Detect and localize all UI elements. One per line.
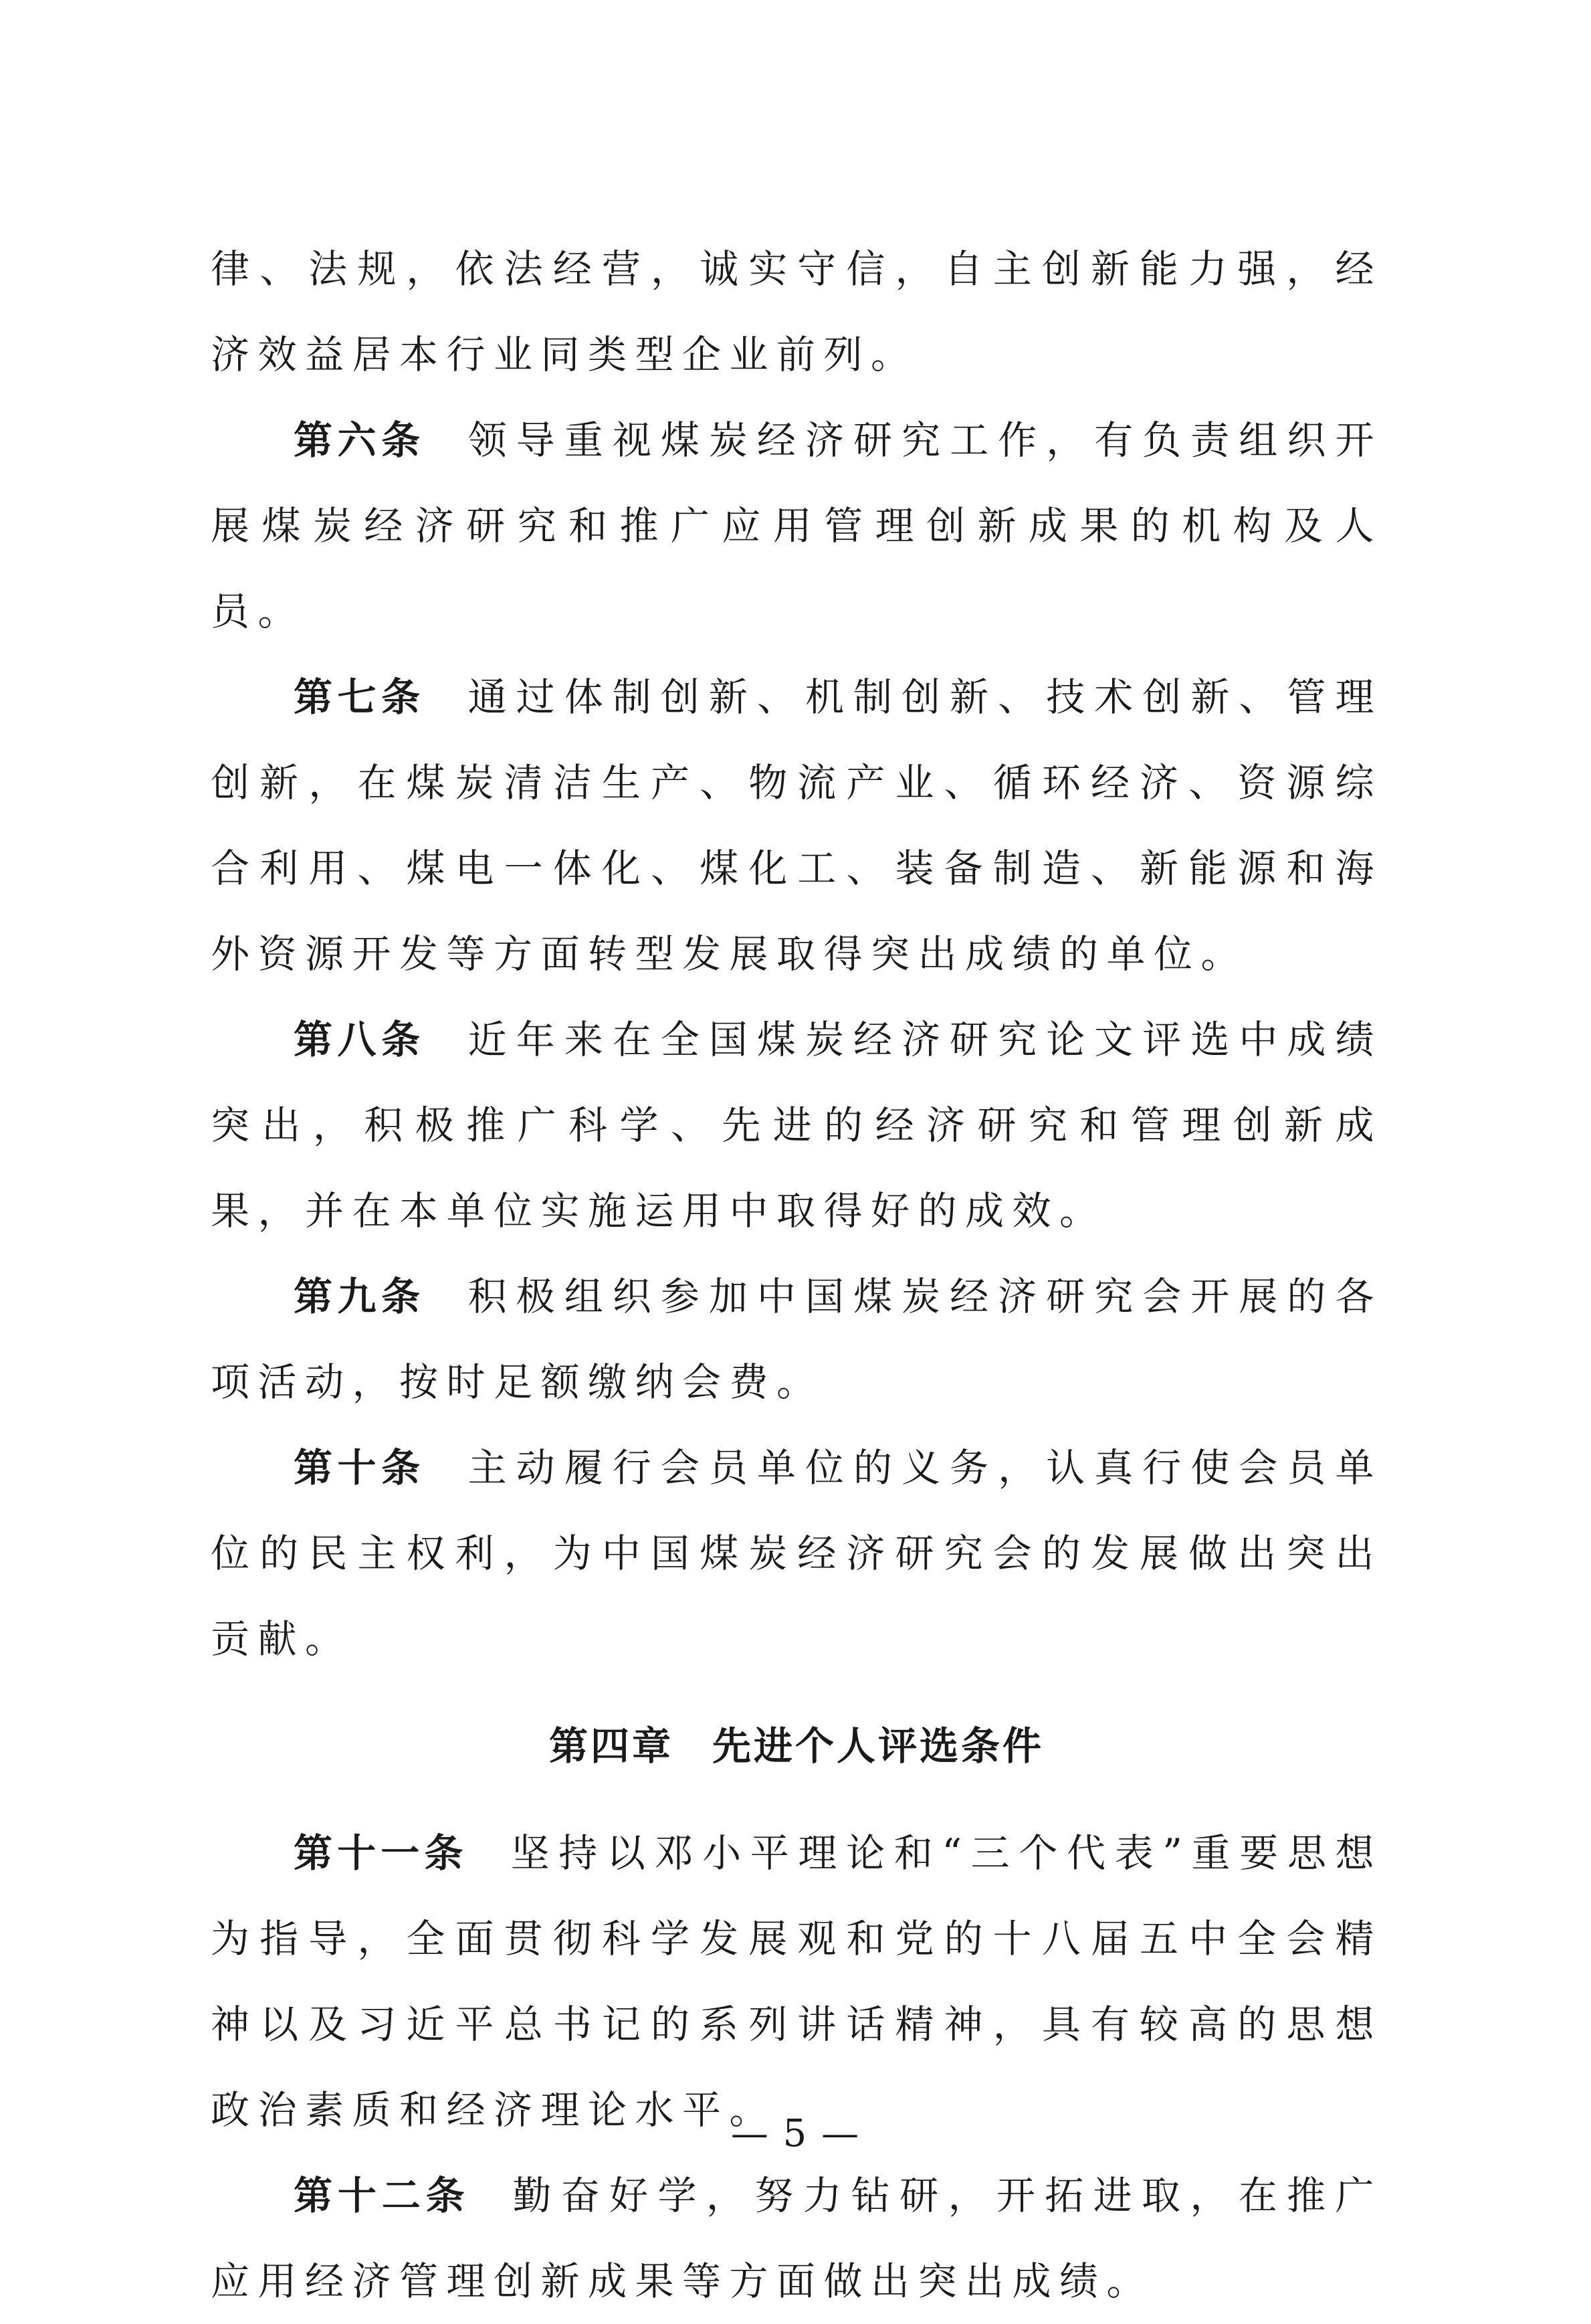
paragraph-text: 律、法规，依法经营，诚实守信，自主创新能力强，经济效益居本行业同类型企业前列。	[211, 246, 1382, 377]
article-10	[211, 1425, 1382, 1682]
document-body	[211, 226, 1382, 2324]
article-text: 近年来在全国煤炭经济研究论文评选中成绩突出，积极推广科学、先进的经济研究和管理创新成果，并在本单位实施运用中取得好的成效。	[211, 1017, 1382, 1234]
article-text: 勤奋好学，努力钻研，开拓进取，在推广应用经济管理创新成果等方面做出突出成绩。	[211, 2173, 1382, 2304]
article-6	[211, 397, 1382, 654]
article-text: 积极组织参加中国煤炭经济研究会开展的各项活动，按时足额缴纳会费。	[211, 1274, 1382, 1405]
article-label: 第六条	[294, 417, 425, 463]
chapter-title: 先进个人评选条件	[712, 1723, 1045, 1769]
article-label: 第十一条	[294, 1830, 468, 1876]
article-text: 通过体制创新、机制创新、技术创新、管理创新，在煤炭清洁生产、物流产业、循环经济、资源综合利用、煤电一体化、煤化工、装备制造、新能源和海外资源开发等方面转型发展取得突出成绩的单位。	[211, 674, 1382, 977]
article-text: 领导重视煤炭经济研究工作，有负责组织开展煤炭经济研究和推广应用管理创新成果的机构及人员。	[211, 417, 1382, 634]
chapter-number: 第四章	[548, 1723, 673, 1769]
article-label: 第九条	[294, 1274, 425, 1319]
article-9	[211, 1254, 1382, 1425]
article-label: 第十二条	[294, 2173, 470, 2218]
article-label: 第七条	[294, 674, 425, 720]
article-7	[211, 654, 1382, 997]
page-number: — 5 —	[730, 2112, 861, 2155]
article-text: 坚持以邓小平理论和“三个代表”重要思想为指导，全面贯彻科学发展观和党的十八届五中全会精神以及习近平总书记的系列讲话精神，具有较高的思想政治素质和经济理论水平。	[211, 1830, 1382, 2133]
article-8	[211, 997, 1382, 1254]
paragraph-continuation	[211, 226, 1382, 397]
article-label: 第八条	[294, 1017, 425, 1062]
article-text: 主动履行会员单位的义务，认真行使会员单位的民主权利，为中国煤炭经济研究会的发展做出突出贡献。	[211, 1445, 1382, 1662]
article-label: 第十条	[294, 1445, 425, 1490]
chapter-heading	[211, 1703, 1382, 1789]
article-12	[211, 2153, 1382, 2324]
article-11	[211, 1810, 1382, 2153]
